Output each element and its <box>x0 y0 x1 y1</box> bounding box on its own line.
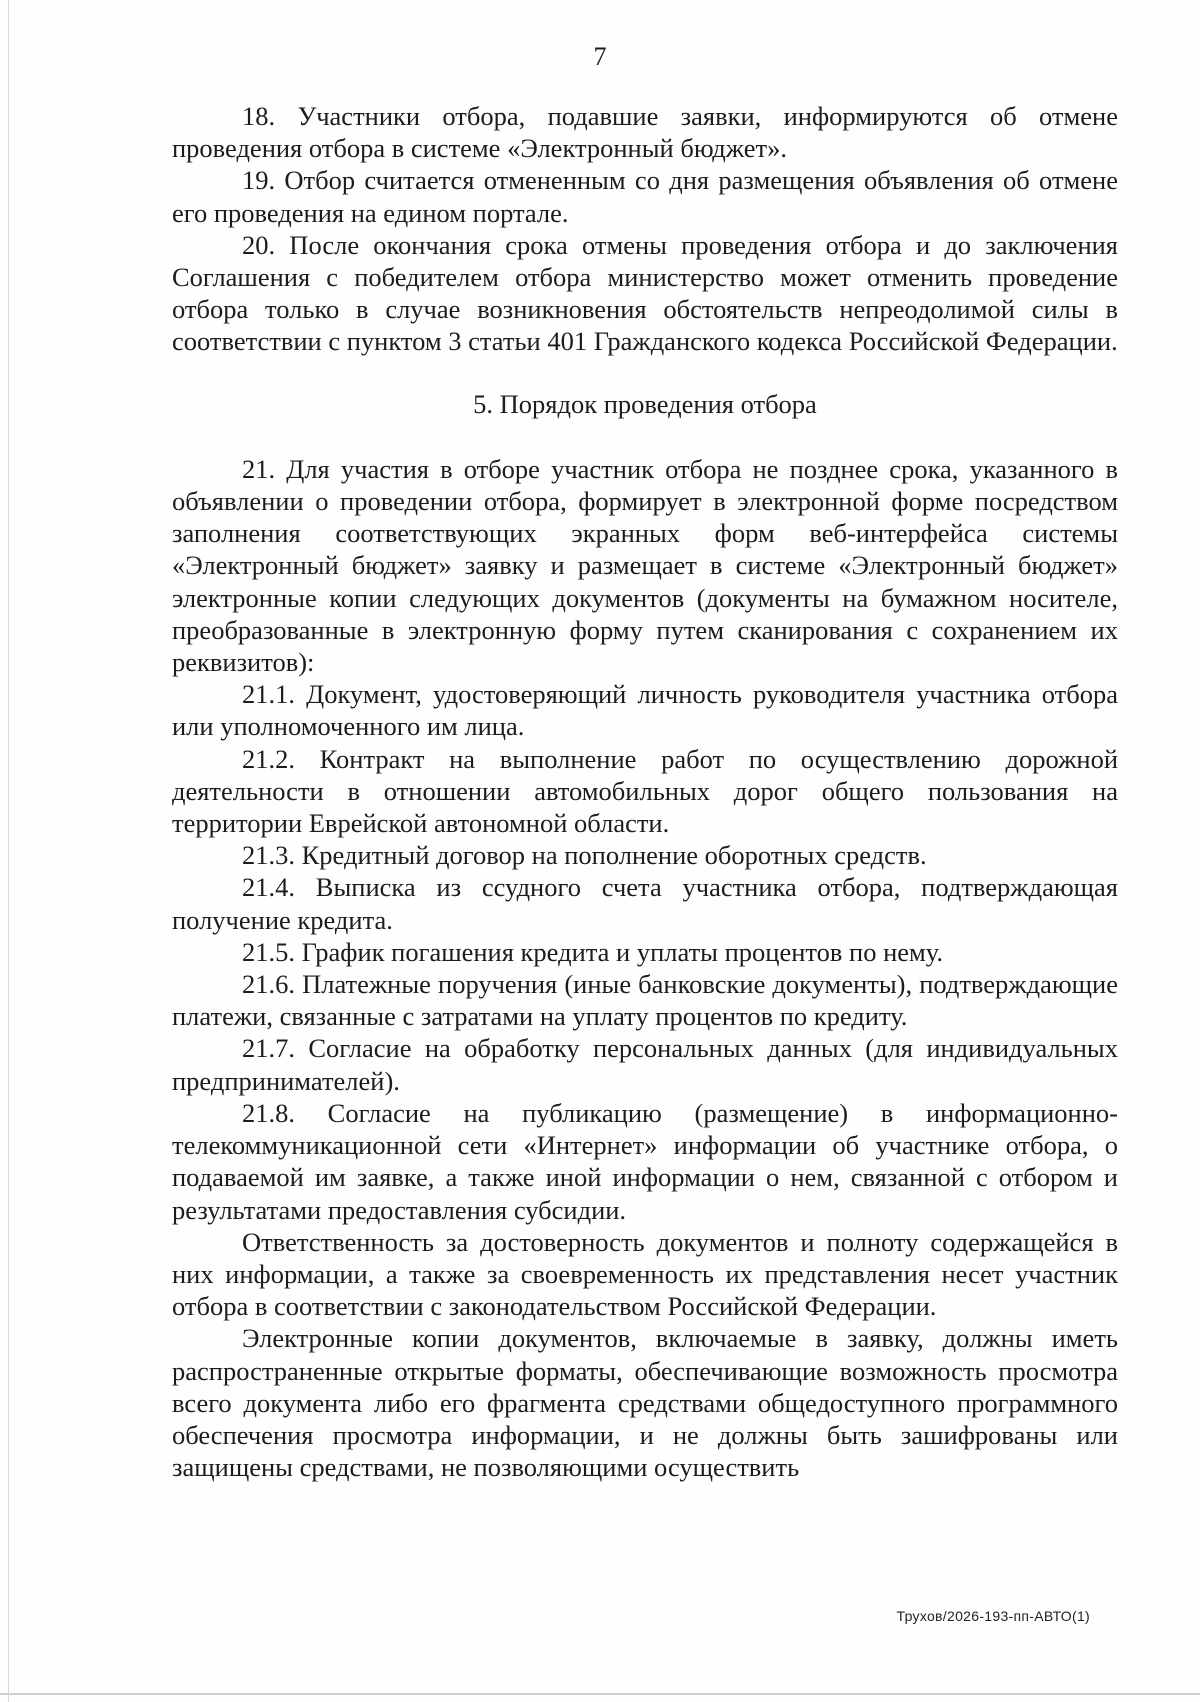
paragraph-21-8: 21.8. Согласие на публикацию (размещение) в информационно-телекоммуникационной сети «Интернет» информации об участнике отбора, о подаваемой им заявке, а также иной информации о нем, связанной с отбором и результатами предоставления субсидии. <box>172 1097 1118 1225</box>
scan-edge-left <box>8 0 9 1702</box>
scan-edge-bottom <box>0 1693 1200 1695</box>
paragraph-21-4: 21.4. Выписка из ссудного счета участника отбора, подтверждающая получение кредита. <box>172 872 1118 935</box>
paragraph-responsibility: Ответственность за достоверность документов и полноту содержащейся в них информации, а также за своевременность их представления несет участник отбора в соответствии с законодательством Российской Федерации. <box>172 1226 1118 1322</box>
document-body <box>172 100 1118 1483</box>
paragraph-18: 18. Участники отбора, подавшие заявки, информируются об отмене проведения отбора в системе «Электронный бюджет». <box>172 101 1118 164</box>
paragraph-21-1: 21.1. Документ, удостоверяющий личность руководителя участника отбора или уполномоченного им лица. <box>172 679 1118 742</box>
paragraph-electronic-copies: Электронные копии документов, включаемые в заявку, должны иметь распространенные открытые форматы, обеспечивающие возможность просмотра всего документа либо его фрагмента средствами общедоступного программного обеспечения просмотра информации, и не должны быть зашифрованы или защищены средствами, не позволяющими осуществить <box>172 1323 1118 1483</box>
footer-document-code: Трухов/2026-193-пп-АВТО(1) <box>896 1608 1090 1624</box>
paragraph-21-7: 21.7. Согласие на обработку персональных данных (для индивидуальных предпринимателей). <box>172 1033 1118 1096</box>
paragraph-19: 19. Отбор считается отмененным со дня размещения объявления об отмене его проведения на едином портале. <box>172 165 1118 228</box>
section-heading: 5. Порядок проведения отбора <box>473 388 817 419</box>
paragraph-21: 21. Для участия в отборе участник отбора не позднее срока, указанного в объявлении о проведении отбора, формирует в электронной форме посредством заполнения соответствующих экранных форм веб-интерфейса системы «Электронный бюджет» заявку и размещает в системе «Электронный бюджет» электронные копии следующих документов (документы на бумажном носителе, преобразованные в электронную форму путем сканирования с сохранением их реквизитов): <box>172 453 1118 678</box>
paragraph-20: 20. После окончания срока отмены проведения отбора и до заключения Соглашения с победителем отбора министерство может отменить проведение отбора только в случае возникновения обстоятельств непреодолимой силы в соответствии с пунктом 3 статьи 401 Гражданского кодекса Российской Федерации. <box>172 229 1118 357</box>
page-number: 7 <box>593 42 607 71</box>
paragraph-21-3: 21.3. Кредитный договор на пополнение оборотных средств. <box>242 840 927 871</box>
paragraph-21-5: 21.5. График погашения кредита и уплаты процентов по нему. <box>242 936 944 967</box>
paragraph-21-2: 21.2. Контракт на выполнение работ по осуществлению дорожной деятельности в отношении автомобильных дорог общего пользования на территории Еврейской автономной области. <box>172 743 1118 839</box>
paragraph-21-6: 21.6. Платежные поручения (иные банковские документы), подтверждающие платежи, связанные с затратами на уплату процентов по кредиту. <box>172 969 1118 1032</box>
